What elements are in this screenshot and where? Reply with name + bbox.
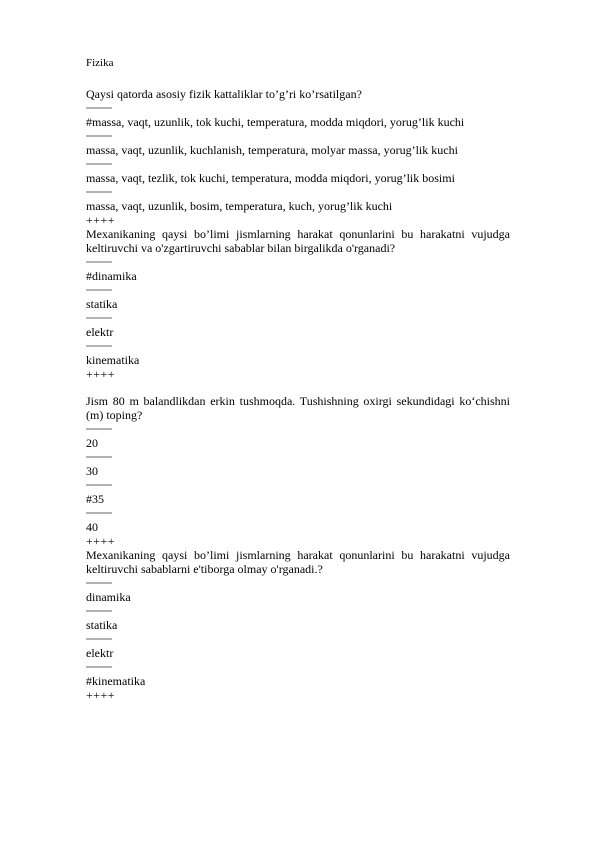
page-header: Fizika — [86, 57, 114, 69]
answer-option: elektr — [86, 325, 114, 339]
question-end-marker: ++++ — [86, 688, 116, 702]
answer-option: 30 — [86, 464, 98, 478]
option-separator — [86, 428, 112, 430]
question-list — [86, 87, 510, 702]
option-separator — [86, 456, 112, 458]
answer-option: #kinematika — [86, 674, 146, 688]
question-end-marker: ++++ — [86, 213, 116, 227]
blank-line — [86, 381, 510, 394]
question-block — [86, 227, 510, 381]
answer-option: massa, vaqt, uzunlik, bosim, temperatura, kuch, yorug’lik kuchi — [86, 199, 393, 213]
answer-option: elektr — [86, 646, 114, 660]
option-separator — [86, 261, 112, 263]
answer-option: statika — [86, 618, 118, 632]
answer-option: #35 — [86, 492, 104, 506]
option-separator — [86, 610, 112, 612]
answer-option: #massa, vaqt, uzunlik, tok kuchi, temperatura, modda miqdori, yorug’lik kuchi — [86, 115, 465, 129]
answer-option: #dinamika — [86, 269, 137, 283]
answer-option: dinamika — [86, 590, 131, 604]
answer-option: massa, vaqt, uzunlik, kuchlanish, temperatura, molyar massa, yorug’lik kuchi — [86, 143, 458, 157]
option-separator — [86, 582, 112, 584]
answer-option: massa, vaqt, tezlik, tok kuchi, temperatura, modda miqdori, yorug’lik bosimi — [86, 171, 455, 185]
question-block — [86, 87, 510, 227]
answer-option: kinematika — [86, 353, 140, 367]
option-separator — [86, 135, 112, 137]
question-text: Qaysi qatorda asosiy fizik kattaliklar to’g’ri ko’rsatilgan? — [86, 87, 362, 101]
option-separator — [86, 317, 112, 319]
question-block — [86, 394, 510, 548]
option-separator — [86, 191, 112, 193]
option-separator — [86, 638, 112, 640]
option-separator — [86, 163, 112, 165]
option-separator — [86, 512, 112, 514]
answer-option: statika — [86, 297, 118, 311]
answer-option: 20 — [86, 436, 98, 450]
question-end-marker: ++++ — [86, 367, 116, 381]
option-separator — [86, 484, 112, 486]
question-text: Mexanikaning qaysi bo’limi jismlarning harakat qonunlarini bu harakatni vujudga keltiruvchi sabablarni e'tiborga olmay o'rganadi.? — [86, 548, 510, 576]
question-block — [86, 548, 510, 702]
question-text: Mexanikaning qaysi bo’limi jismlarning harakat qonunlarini bu harakatni vujudga keltiruvchi va o'zgartiruvchi sabablar bilan birgalikda o'rganadi? — [86, 227, 510, 255]
option-separator — [86, 289, 112, 291]
answer-option: 40 — [86, 520, 98, 534]
question-text: Jism 80 m balandlikdan erkin tushmoqda. Tushishning oxirgi sekundidagi ko‘chishni (m) toping? — [86, 394, 510, 422]
option-separator — [86, 666, 112, 668]
option-separator — [86, 345, 112, 347]
option-separator — [86, 107, 112, 109]
question-end-marker: ++++ — [86, 534, 116, 548]
